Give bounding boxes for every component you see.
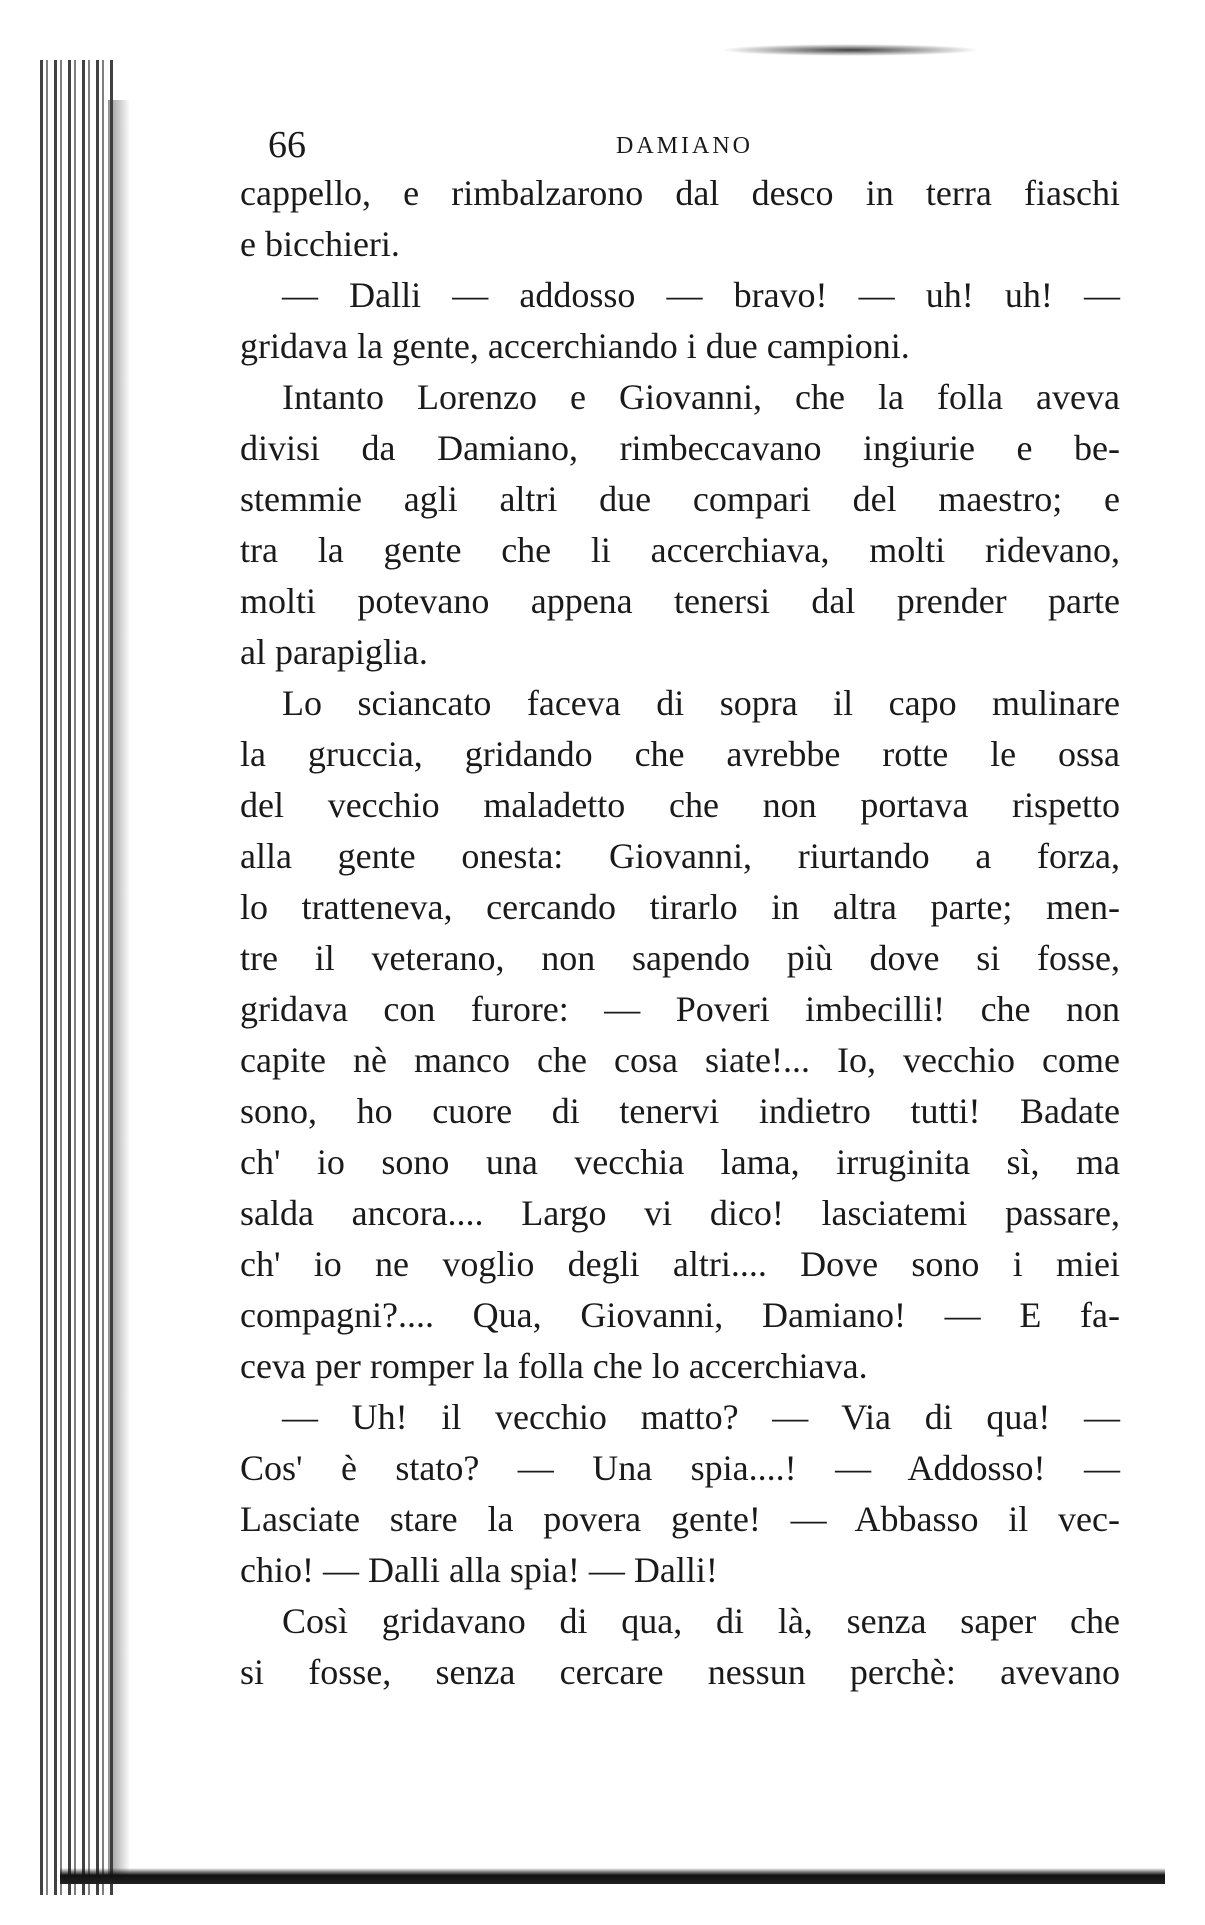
text-line: Intanto Lorenzo e Giovanni, che la folla aveva — [282, 377, 1120, 417]
binding-edge — [40, 60, 115, 1895]
page-number: 66 — [268, 124, 306, 166]
text-line: compagni?.... Qua, Giovanni, Damiano! — E fa- — [240, 1295, 1120, 1335]
text-line: stemmie agli altri due compari del maestro; e — [240, 479, 1120, 519]
text-line: — Dalli — addosso — bravo! — uh! uh! — — [282, 275, 1120, 315]
text-line: si fosse, senza cercare nessun perchè: avevano — [240, 1652, 1120, 1692]
binding-shadow — [108, 100, 130, 1880]
text-line: tre il veterano, non sapendo più dove si fosse, — [240, 938, 1120, 978]
text-line: ch' io sono una vecchia lama, irruginita sì, ma — [240, 1142, 1120, 1182]
text-line: tra la gente che li accerchiava, molti ridevano, — [240, 530, 1120, 570]
text-line: Lasciate stare la povera gente! — Abbasso il vec- — [240, 1499, 1120, 1539]
text-line: cappello, e rimbalzarono dal desco in terra fiaschi — [240, 173, 1120, 213]
text-line: Cos' è stato? — Una spia....! — Addosso! — — [240, 1448, 1120, 1488]
text-line: divisi da Damiano, rimbeccavano ingiurie e be- — [240, 428, 1120, 468]
text-line: gridava la gente, accerchiando i due campioni. — [240, 326, 910, 366]
text-line: al parapiglia. — [240, 632, 428, 672]
page-header — [0, 120, 1205, 170]
text-line: e bicchieri. — [240, 224, 400, 264]
scan-smudge — [720, 44, 980, 56]
text-line: sono, ho cuore di tenervi indietro tutti! Badate — [240, 1091, 1120, 1131]
running-title: DAMIANO — [616, 133, 753, 159]
text-line: gridava con furore: — Poveri imbecilli! che non — [240, 989, 1120, 1029]
text-line: Così gridavano di qua, di là, senza saper che — [282, 1601, 1120, 1641]
body-text — [240, 168, 1120, 1698]
text-line: ceva per romper la folla che lo accerchiava. — [240, 1346, 868, 1386]
text-line: molti potevano appena tenersi dal prender parte — [240, 581, 1120, 621]
text-line: chio! — Dalli alla spia! — Dalli! — [240, 1550, 718, 1590]
text-line: salda ancora.... Largo vi dico! lasciatemi passare, — [240, 1193, 1120, 1233]
text-line: del vecchio maladetto che non portava rispetto — [240, 785, 1120, 825]
text-line: lo tratteneva, cercando tirarlo in altra parte; men- — [240, 887, 1120, 927]
page-bottom-edge — [60, 1868, 1165, 1884]
text-line: capite nè manco che cosa siate!... Io, vecchio come — [240, 1040, 1120, 1080]
text-line: Lo sciancato faceva di sopra il capo mulinare — [282, 683, 1120, 723]
text-line: — Uh! il vecchio matto? — Via di qua! — — [282, 1397, 1120, 1437]
text-line: ch' io ne voglio degli altri.... Dove sono i miei — [240, 1244, 1120, 1284]
text-line: la gruccia, gridando che avrebbe rotte le ossa — [240, 734, 1120, 774]
text-line: alla gente onesta: Giovanni, riurtando a forza, — [240, 836, 1120, 876]
